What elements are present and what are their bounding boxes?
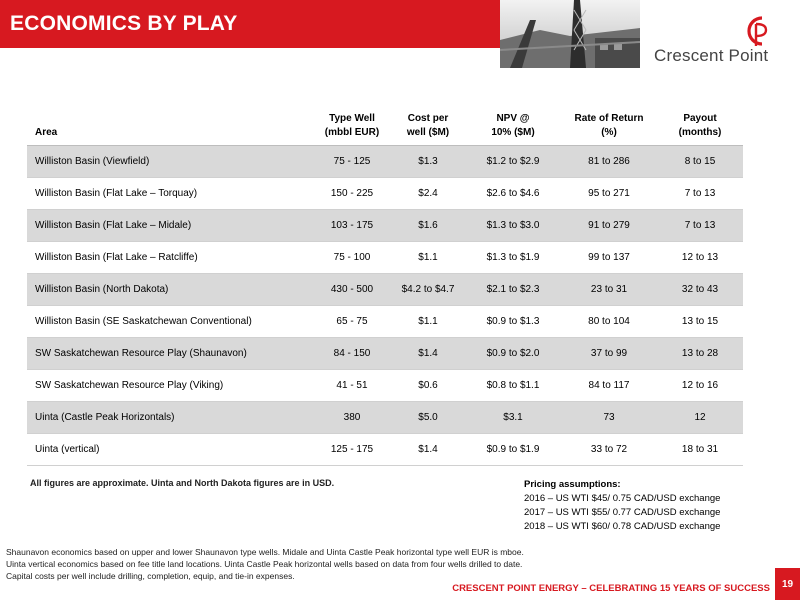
cell-ror: 33 to 72 [561,434,657,466]
cell-ror: 91 to 279 [561,210,657,242]
cell-cost: $1.4 [391,434,465,466]
footnote: Shaunavon economics based on upper and lower Shaunavon type wells. Midale and Uinta Castle Peak horizontal type well EUR is mboe. [6,547,524,557]
cell-payout: 13 to 15 [657,306,743,338]
header-payout: Payout (months) [657,108,743,146]
table-row [27,306,743,338]
pricing-assumptions [524,478,720,534]
cell-area: Uinta (vertical) [27,434,313,466]
crescent-point-logo [648,8,778,68]
pricing-heading: Pricing assumptions: [524,479,621,490]
cell-npv: $2.1 to $2.3 [465,274,561,306]
page-title: ECONOMICS BY PLAY [10,12,238,35]
pricing-line: 2016 – US WTI $45/ 0.75 CAD/USD exchange [524,493,721,504]
table-row [27,146,743,178]
cell-type-well: 65 - 75 [313,306,391,338]
header-cost: Cost per well ($M) [391,108,465,146]
cell-payout: 7 to 13 [657,210,743,242]
cell-payout: 12 to 16 [657,370,743,402]
cell-ror: 81 to 286 [561,146,657,178]
cell-payout: 7 to 13 [657,178,743,210]
cell-area: Williston Basin (North Dakota) [27,274,313,306]
cell-ror: 73 [561,402,657,434]
footnote: Capital costs per well include drilling, completion, equip, and tie-in expenses. [6,571,295,581]
cell-cost: $1.1 [391,306,465,338]
cell-payout: 13 to 28 [657,338,743,370]
cell-npv: $0.9 to $1.9 [465,434,561,466]
cell-payout: 12 to 13 [657,242,743,274]
table-body [27,146,743,466]
cell-payout: 8 to 15 [657,146,743,178]
cell-type-well: 41 - 51 [313,370,391,402]
cell-cost: $1.4 [391,338,465,370]
cell-npv: $1.2 to $2.9 [465,146,561,178]
cell-area: Williston Basin (SE Saskatchewan Conventional) [27,306,313,338]
table-row [27,402,743,434]
header-rate-of-return: Rate of Return (%) [561,108,657,146]
cell-payout: 32 to 43 [657,274,743,306]
cell-ror: 80 to 104 [561,306,657,338]
cell-npv: $3.1 [465,402,561,434]
cell-type-well: 75 - 100 [313,242,391,274]
table-row [27,274,743,306]
cell-payout: 18 to 31 [657,434,743,466]
header-npv: NPV @ 10% ($M) [465,108,561,146]
cell-area: Williston Basin (Flat Lake – Ratcliffe) [27,242,313,274]
cell-type-well: 75 - 125 [313,146,391,178]
cell-npv: $0.9 to $2.0 [465,338,561,370]
cell-cost: $1.3 [391,146,465,178]
cell-type-well: 150 - 225 [313,178,391,210]
cell-type-well: 103 - 175 [313,210,391,242]
cell-cost: $2.4 [391,178,465,210]
cell-area: Williston Basin (Flat Lake – Midale) [27,210,313,242]
cell-npv: $1.3 to $3.0 [465,210,561,242]
cell-npv: $2.6 to $4.6 [465,178,561,210]
cell-ror: 99 to 137 [561,242,657,274]
cell-npv: $1.3 to $1.9 [465,242,561,274]
page-number: 19 [781,579,794,590]
cell-ror: 95 to 271 [561,178,657,210]
cell-cost: $4.2 to $4.7 [391,274,465,306]
cell-area: SW Saskatchewan Resource Play (Viking) [27,370,313,402]
cell-ror: 84 to 117 [561,370,657,402]
cell-area: Williston Basin (Flat Lake – Torquay) [27,178,313,210]
cell-type-well: 380 [313,402,391,434]
drilling-rig-image [500,0,640,68]
cell-type-well: 430 - 500 [313,274,391,306]
cell-cost: $1.6 [391,210,465,242]
footer-tagline: CRESCENT POINT ENERGY – CELEBRATING 15 YEARS OF SUCCESS [452,583,770,594]
table-row [27,338,743,370]
cell-area: Williston Basin (Viewfield) [27,146,313,178]
cell-cost: $0.6 [391,370,465,402]
cell-payout: 12 [657,402,743,434]
cell-type-well: 84 - 150 [313,338,391,370]
table-row [27,210,743,242]
pricing-line: 2018 – US WTI $60/ 0.78 CAD/USD exchange [524,521,721,532]
table-row [27,178,743,210]
footnotes [6,546,524,582]
economics-table [27,108,743,466]
cell-type-well: 125 - 175 [313,434,391,466]
crescent-point-logo-icon [740,14,770,50]
header-area: Area [27,108,313,146]
cell-cost: $5.0 [391,402,465,434]
cell-npv: $0.8 to $1.1 [465,370,561,402]
approximation-note: All figures are approximate. Uinta and North Dakota figures are in USD. [30,478,335,488]
cell-area: SW Saskatchewan Resource Play (Shaunavon) [27,338,313,370]
drilling-rig-photo [500,0,640,68]
header-type-well: Type Well (mbbl EUR) [313,108,391,146]
page-number-box [775,568,800,600]
table-header-row [27,108,743,146]
table-row [27,370,743,402]
cell-ror: 23 to 31 [561,274,657,306]
cell-ror: 37 to 99 [561,338,657,370]
economics-table-container [27,108,743,466]
table-row [27,242,743,274]
title-bar [0,0,500,48]
footnote: Uinta vertical economics based on fee title land locations. Uinta Castle Peak horizontal wells based on data from four wells drilled to date. [6,559,523,569]
cell-cost: $1.1 [391,242,465,274]
logo-text: Crescent Point [654,46,769,65]
cell-npv: $0.9 to $1.3 [465,306,561,338]
cell-area: Uinta (Castle Peak Horizontals) [27,402,313,434]
pricing-line: 2017 – US WTI $55/ 0.77 CAD/USD exchange [524,507,721,518]
table-row [27,434,743,466]
